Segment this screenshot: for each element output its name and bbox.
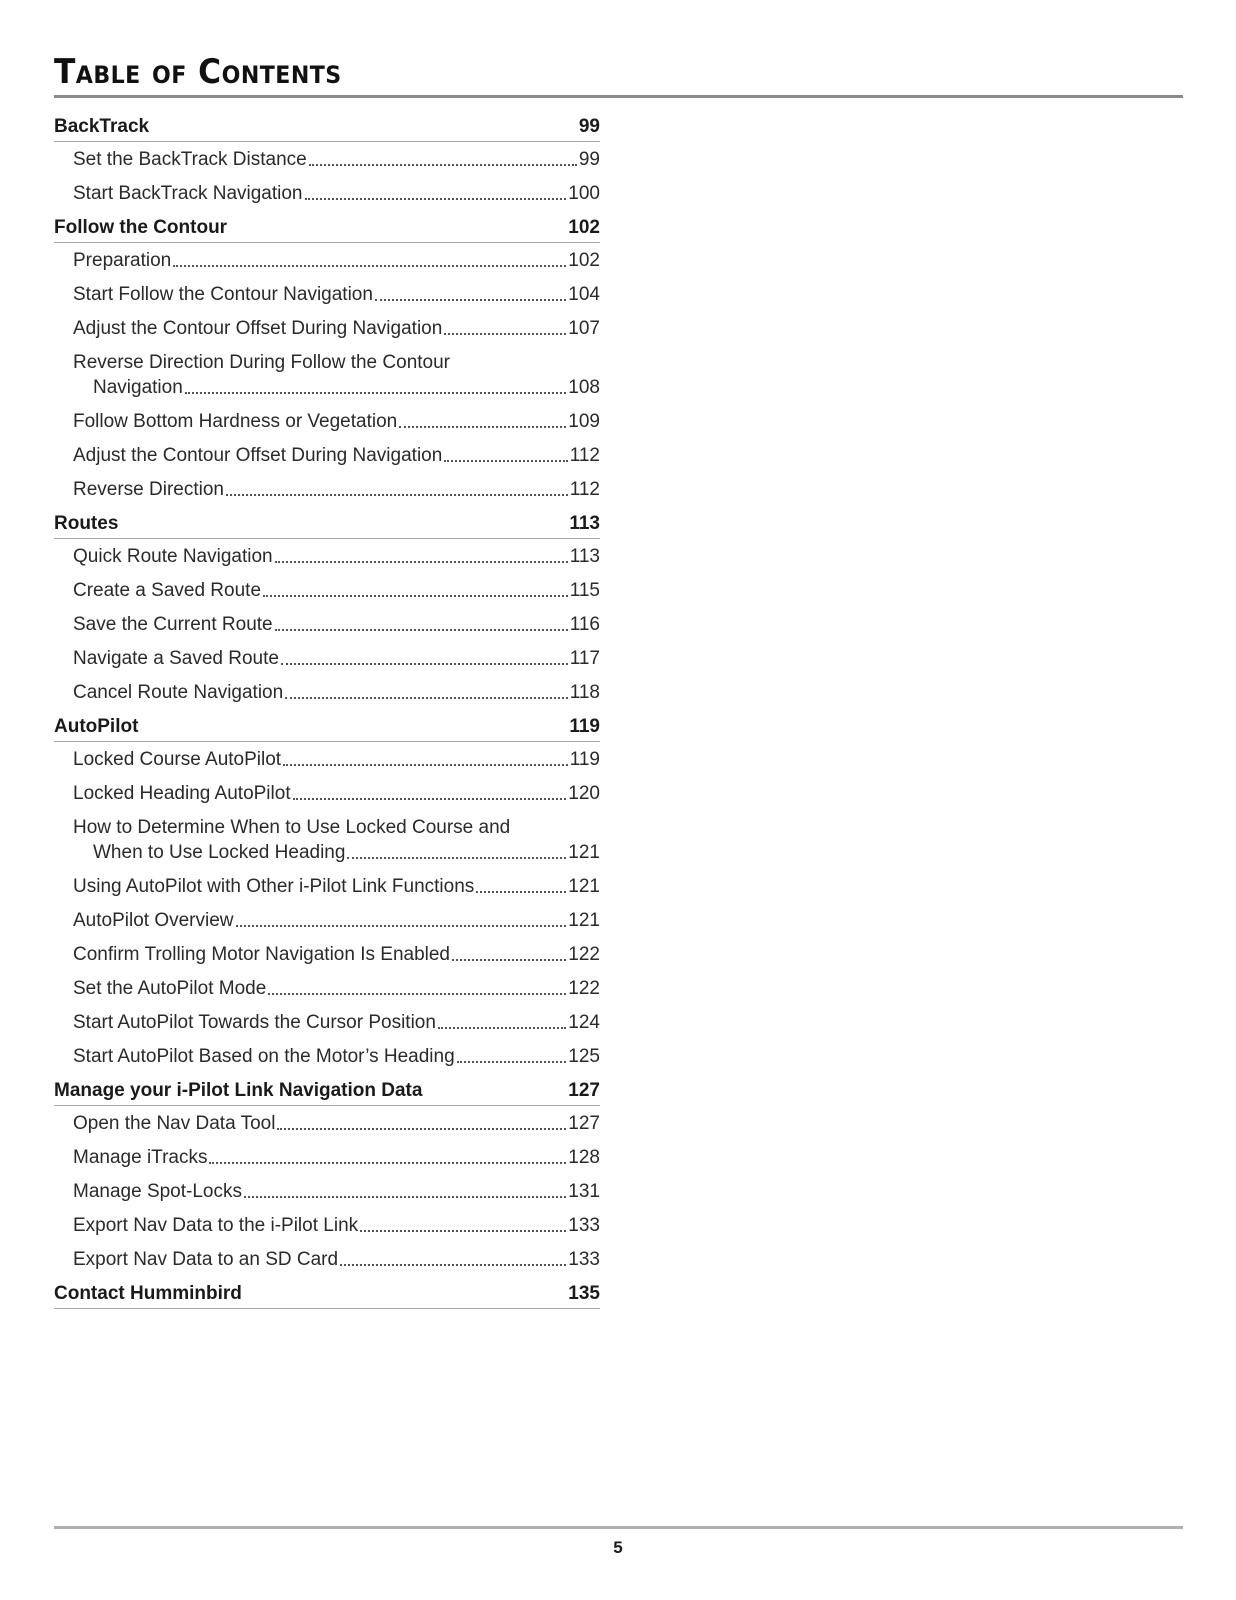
entry-label: Using AutoPilot with Other i-Pilot Link Functions (73, 876, 475, 897)
toc-entry[interactable] (54, 181, 600, 206)
entry-label: Manage iTracks (73, 1147, 208, 1168)
toc-entry[interactable] (54, 282, 600, 307)
entry-label: AutoPilot Overview (73, 910, 234, 931)
entry-page: 121 (568, 842, 600, 863)
toc-entry[interactable] (54, 1111, 600, 1136)
dot-leader (263, 595, 568, 597)
entry-label: Set the AutoPilot Mode (73, 978, 267, 999)
entry-page: 112 (569, 479, 600, 500)
dot-leader (444, 333, 566, 335)
page-number: 5 (613, 1538, 623, 1557)
toc-section-heading[interactable] (54, 215, 600, 243)
toc-entry[interactable] (54, 578, 600, 603)
entry-page: 133 (568, 1249, 600, 1270)
toc-section-routes (54, 511, 600, 705)
entry-page: 121 (568, 910, 600, 931)
entry-page: 122 (568, 944, 600, 965)
entry-page: 125 (568, 1046, 600, 1067)
section-page: 135 (568, 1283, 600, 1304)
dot-leader (399, 426, 566, 428)
dot-leader (476, 891, 566, 893)
toc-section-heading[interactable] (54, 1078, 600, 1106)
dot-leader (226, 494, 568, 496)
entry-label: Reverse Direction During Follow the Contour (73, 352, 450, 373)
dot-leader (457, 1061, 567, 1063)
entry-page: 107 (568, 318, 600, 339)
entry-page: 104 (568, 284, 600, 305)
toc-section-heading[interactable] (54, 714, 600, 742)
toc-section-follow-the-contour (54, 215, 600, 502)
toc-entry[interactable] (54, 781, 600, 806)
dot-leader (283, 764, 568, 766)
toc-entry[interactable] (54, 1247, 600, 1272)
entry-page: 118 (569, 682, 600, 703)
entry-label: Start AutoPilot Based on the Motor’s Heading (73, 1046, 455, 1067)
toc-entry[interactable] (54, 942, 600, 967)
toc-entry[interactable] (54, 350, 600, 400)
toc-section-autopilot (54, 714, 600, 1069)
entry-page: 122 (568, 978, 600, 999)
toc-entry[interactable] (54, 147, 600, 172)
section-page: 127 (568, 1080, 600, 1101)
dot-leader (293, 798, 567, 800)
entry-label: Navigate a Saved Route (73, 648, 279, 669)
toc-entry[interactable] (54, 874, 600, 899)
entry-page: 121 (568, 876, 600, 897)
section-title: BackTrack (54, 116, 150, 137)
toc-section-heading[interactable] (54, 1281, 600, 1309)
entry-page: 102 (568, 250, 600, 271)
toc-entry[interactable] (54, 544, 600, 569)
entry-label: Start AutoPilot Towards the Cursor Position (73, 1012, 436, 1033)
section-title: Manage your i-Pilot Link Navigation Data (54, 1080, 423, 1101)
entry-label: Set the BackTrack Distance (73, 149, 307, 170)
toc-entry[interactable] (54, 248, 600, 273)
toc-entry[interactable] (54, 477, 600, 502)
entry-page: 127 (568, 1113, 600, 1134)
entry-page: 99 (578, 149, 600, 170)
title-divider (54, 95, 1183, 98)
toc-entry[interactable] (54, 680, 600, 705)
section-title: Contact Humminbird (54, 1283, 242, 1304)
entry-label: Export Nav Data to the i-Pilot Link (73, 1215, 359, 1236)
entry-label: How to Determine When to Use Locked Course and (73, 817, 511, 838)
entry-page: 131 (568, 1181, 600, 1202)
entry-page: 120 (568, 783, 600, 804)
section-title: AutoPilot (54, 716, 139, 737)
toc-section-heading[interactable] (54, 511, 600, 539)
entry-page: 112 (569, 445, 600, 466)
dot-leader (444, 460, 567, 462)
section-page: 119 (569, 716, 600, 737)
toc-entry[interactable] (54, 815, 600, 865)
section-page: 102 (568, 217, 600, 238)
entry-label: Confirm Trolling Motor Navigation Is Enabled (73, 944, 451, 965)
toc-entry[interactable] (54, 646, 600, 671)
entry-label: Reverse Direction (73, 479, 224, 500)
toc-entry[interactable] (54, 1179, 600, 1204)
entry-page: 119 (569, 749, 600, 770)
section-title: Routes (54, 513, 119, 534)
entry-label-continued: When to Use Locked Heading (93, 842, 346, 863)
toc-entry[interactable] (54, 1213, 600, 1238)
entry-label: Cancel Route Navigation (73, 682, 284, 703)
dot-leader (281, 663, 568, 665)
dot-leader (309, 164, 577, 166)
dot-leader (244, 1196, 566, 1198)
entry-page: 100 (568, 183, 600, 204)
entry-label-continued: Navigation (93, 377, 183, 398)
toc-entry[interactable] (54, 976, 600, 1001)
entry-label: Start Follow the Contour Navigation (73, 284, 373, 305)
dot-leader (285, 697, 568, 699)
dot-leader (185, 392, 567, 394)
entry-page: 117 (569, 648, 600, 669)
dot-leader (268, 993, 566, 995)
entry-label: Save the Current Route (73, 614, 273, 635)
toc-entry[interactable] (54, 409, 600, 434)
toc-section-manage-nav-data (54, 1078, 600, 1272)
dot-leader (209, 1162, 566, 1164)
entry-label: Preparation (73, 250, 172, 271)
dot-leader (305, 198, 567, 200)
entry-label: Start BackTrack Navigation (73, 183, 303, 204)
entry-label: Create a Saved Route (73, 580, 262, 601)
dot-leader (360, 1230, 566, 1232)
table-of-contents (54, 114, 600, 1318)
entry-page: 124 (568, 1012, 600, 1033)
toc-entry[interactable] (54, 1145, 600, 1170)
dot-leader (375, 299, 566, 301)
dot-leader (452, 959, 566, 961)
entry-page: 108 (568, 377, 600, 398)
entry-label: Quick Route Navigation (73, 546, 273, 567)
dot-leader (173, 265, 566, 267)
dot-leader (277, 1128, 566, 1130)
dot-leader (236, 925, 567, 927)
toc-entry[interactable] (54, 612, 600, 637)
page-title: Table of Contents (54, 52, 342, 92)
entry-page: 128 (568, 1147, 600, 1168)
entry-page: 109 (568, 411, 600, 432)
entry-label: Locked Heading AutoPilot (73, 783, 291, 804)
toc-section-backtrack (54, 114, 600, 206)
entry-label: Export Nav Data to an SD Card (73, 1249, 339, 1270)
toc-entry[interactable] (54, 747, 600, 772)
toc-entry[interactable] (54, 908, 600, 933)
toc-section-heading[interactable] (54, 114, 600, 142)
dot-leader (275, 561, 568, 563)
entry-label: Open the Nav Data Tool (73, 1113, 276, 1134)
toc-entry[interactable] (54, 443, 600, 468)
entry-label: Adjust the Contour Offset During Navigation (73, 318, 443, 339)
dot-leader (347, 857, 566, 859)
dot-leader (340, 1264, 566, 1266)
toc-section-contact-humminbird (54, 1281, 600, 1309)
section-page: 99 (578, 116, 600, 137)
dot-leader (275, 629, 568, 631)
toc-entry[interactable] (54, 316, 600, 341)
entry-label: Manage Spot-Locks (73, 1181, 242, 1202)
entry-page: 116 (569, 614, 600, 635)
entry-label: Locked Course AutoPilot (73, 749, 282, 770)
entry-page: 115 (569, 580, 600, 601)
toc-entry[interactable] (54, 1044, 600, 1069)
entry-page: 113 (569, 546, 600, 567)
section-page: 113 (569, 513, 600, 534)
entry-label: Adjust the Contour Offset During Navigation (73, 445, 443, 466)
toc-entry[interactable] (54, 1010, 600, 1035)
section-title: Follow the Contour (54, 217, 228, 238)
footer-divider (54, 1526, 1183, 1529)
entry-page: 133 (568, 1215, 600, 1236)
dot-leader (438, 1027, 566, 1029)
entry-label: Follow Bottom Hardness or Vegetation (73, 411, 398, 432)
